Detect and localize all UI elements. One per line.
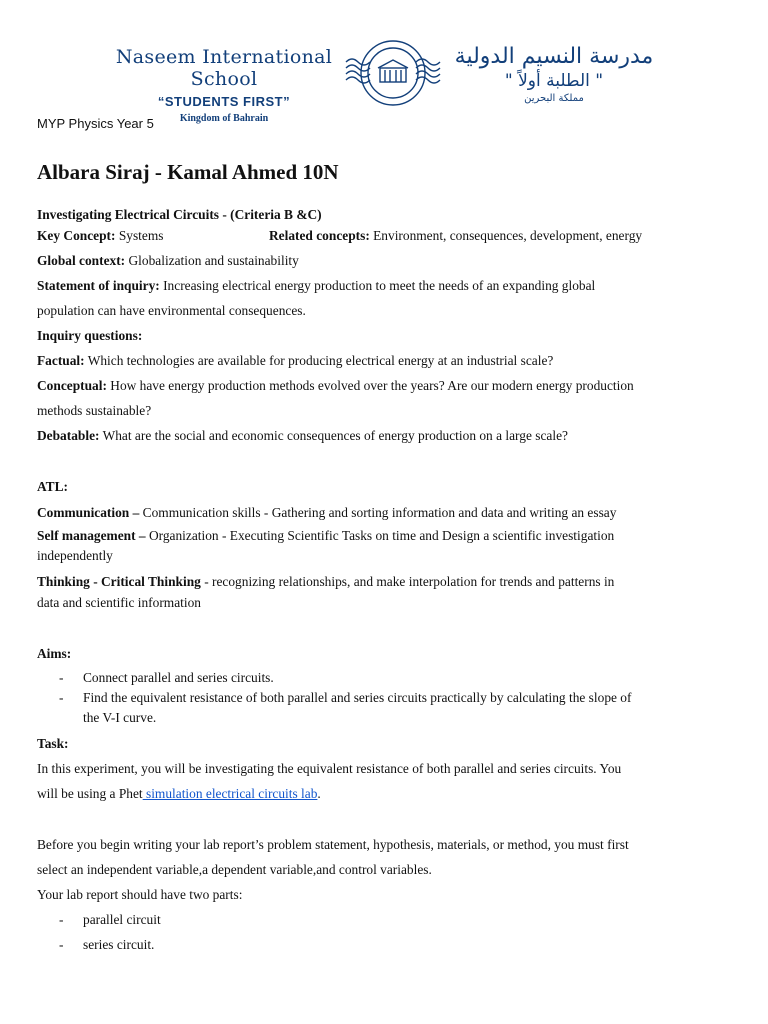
- task-text-before-link: will be using a Phet: [37, 786, 143, 801]
- list-bullet: -: [59, 912, 64, 927]
- global-context-line: [37, 253, 299, 269]
- communication-text: Communication skills - Gathering and sorting information and data and writing an essay: [142, 505, 617, 520]
- school-letterhead: [108, 38, 660, 124]
- task-paragraph-2-line-2: select an independent variable,a dependent variable,and control variables.: [37, 862, 432, 877]
- key-concept-label: Key Concept:: [37, 228, 116, 243]
- statement-text-2: population can have environmental consequences.: [37, 303, 306, 318]
- school-crest-icon: [342, 38, 444, 108]
- thinking-text-1: - recognizing relationships, and make interpolation for trends and patterns in: [200, 574, 615, 589]
- global-context-value: Globalization and sustainability: [125, 253, 299, 268]
- school-name-english-block: [108, 46, 340, 124]
- school-country-ar: مملكة البحرين: [524, 93, 584, 104]
- school-name-ar: مدرسة النسيم الدولية: [454, 44, 654, 69]
- related-concepts-value: Environment, consequences, development, energy: [369, 228, 643, 243]
- task-paragraph-3: Your lab report should have two parts:: [37, 887, 243, 902]
- task-paragraph-1-line-1: In this experiment, you will be investigating the equivalent resistance of both parallel and series circuits. You: [37, 761, 622, 776]
- atl-heading: ATL:: [37, 479, 68, 494]
- thinking-label: Thinking - Critical Thinking: [37, 574, 201, 589]
- list-bullet: -: [59, 670, 64, 685]
- task-paragraph-2-line-1: Before you begin writing your lab report’s problem statement, hypothesis, materials, or method, you must first: [37, 837, 629, 852]
- related-concepts-line: [269, 228, 642, 244]
- conceptual-question-line: [37, 378, 634, 394]
- self-management-text-2: independently: [37, 548, 113, 563]
- statement-of-inquiry-line: [37, 278, 595, 294]
- key-concept-line: [37, 228, 163, 244]
- aim-item-2-line-1: Find the equivalent resistance of both parallel and series circuits practically by calculating the slope of: [83, 690, 632, 705]
- self-management-label: Self management –: [37, 528, 149, 543]
- global-context-label: Global context:: [37, 253, 126, 268]
- unit-heading: Investigating Electrical Circuits - (Criteria B &C): [37, 207, 322, 222]
- school-country-en: Kingdom of Bahrain: [179, 113, 269, 124]
- school-name-en: Naseem International School: [115, 46, 333, 90]
- task-heading: Task:: [37, 736, 69, 751]
- statement-label: Statement of inquiry:: [37, 278, 160, 293]
- aims-heading: Aims:: [37, 646, 72, 661]
- school-motto-en: “STUDENTS FIRST”: [157, 94, 291, 109]
- conceptual-question-2: methods sustainable?: [37, 403, 152, 418]
- conceptual-label: Conceptual:: [37, 378, 107, 393]
- list-bullet: -: [59, 937, 64, 952]
- school-motto-ar: " الطلبة أولاً ": [504, 71, 604, 91]
- inquiry-questions-heading: Inquiry questions:: [37, 328, 143, 343]
- aim-item-2-line-2: the V-I curve.: [83, 710, 157, 725]
- communication-label: Communication –: [37, 505, 143, 520]
- factual-label: Factual:: [37, 353, 85, 368]
- task-text-after-link: .: [317, 786, 321, 801]
- debatable-label: Debatable:: [37, 428, 100, 443]
- self-management-text-1: Organization - Executing Scientific Tasks on time and Design a scientific investigation: [148, 528, 615, 543]
- course-label: MYP Physics Year 5: [37, 116, 154, 131]
- report-part-1: parallel circuit: [83, 912, 161, 927]
- aim-item-1: Connect parallel and series circuits.: [83, 670, 274, 685]
- self-management-line: [37, 528, 614, 544]
- key-concept-value: Systems: [115, 228, 164, 243]
- debatable-question: What are the social and economic consequences of energy production on a large scale?: [99, 428, 568, 443]
- list-bullet: -: [59, 690, 64, 705]
- related-concepts-label: Related concepts:: [269, 228, 370, 243]
- factual-question: Which technologies are available for producing electrical energy at an industrial scale?: [84, 353, 554, 368]
- task-paragraph-1-line-2: [37, 786, 321, 802]
- thinking-text-2: data and scientific information: [37, 595, 201, 610]
- report-part-2: series circuit.: [83, 937, 155, 952]
- debatable-question-line: [37, 428, 568, 444]
- school-name-arabic-block: [444, 44, 664, 104]
- factual-question-line: [37, 353, 553, 369]
- thinking-line: [37, 574, 614, 590]
- statement-text-1: Increasing electrical energy production to meet the needs of an expanding global: [159, 278, 596, 293]
- communication-line: [37, 505, 616, 521]
- document-title: Albara Siraj - Kamal Ahmed 10N: [37, 160, 339, 184]
- conceptual-question-1: How have energy production methods evolved over the years? Are our modern energy production: [106, 378, 634, 393]
- phet-simulation-link[interactable]: simulation electrical circuits lab: [142, 786, 318, 801]
